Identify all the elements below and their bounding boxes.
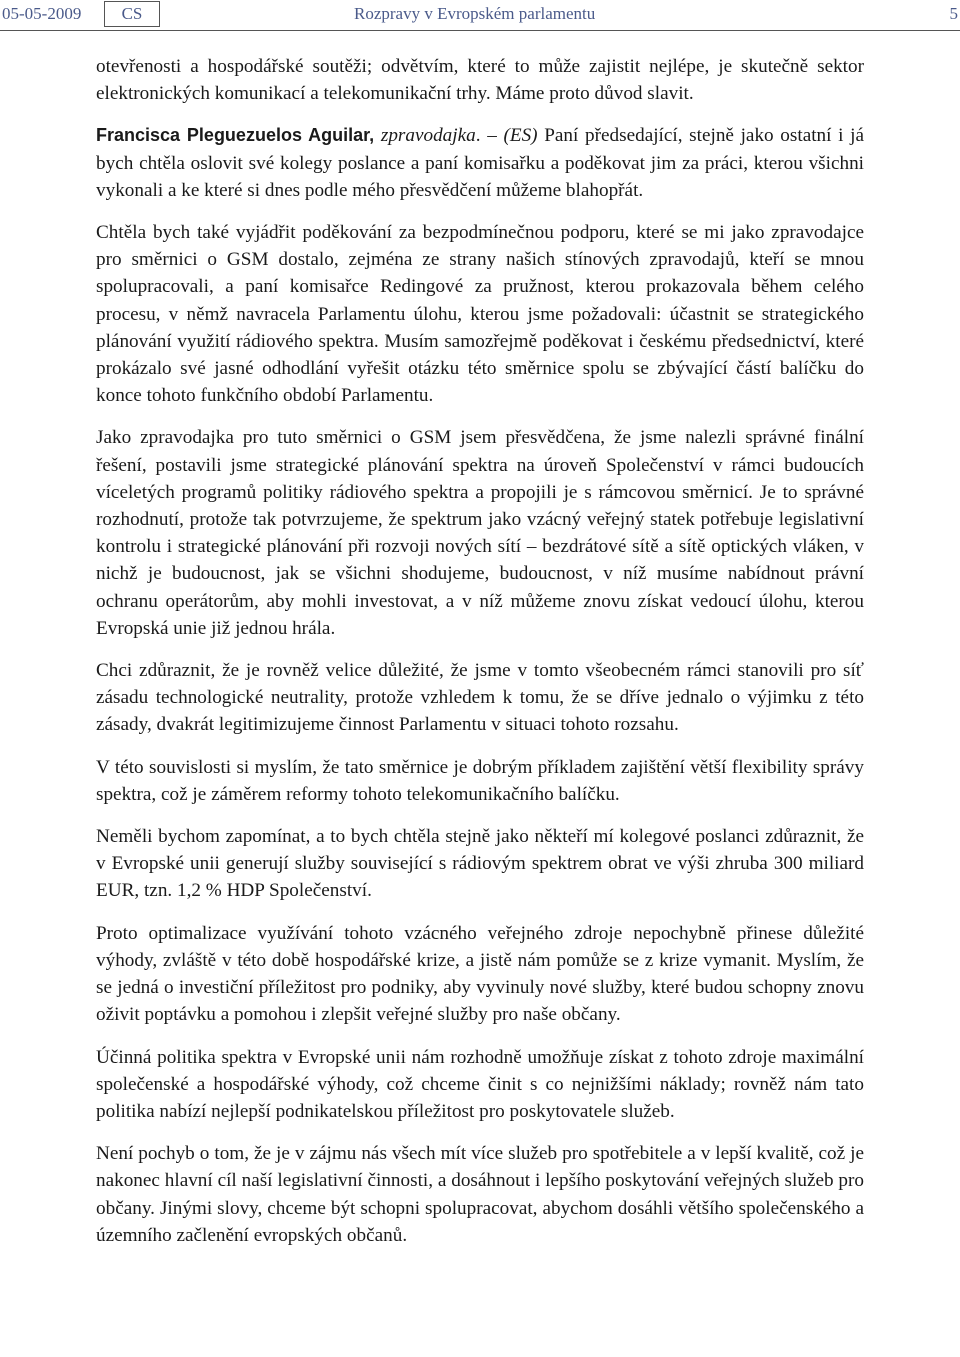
paragraph-0: otevřenosti a hospodářské soutěži; odvětvím, které to může zajistit nejlépe, je skutečně sektor elektronických komunikací a telekomunikační trhy. Máme proto důvod slavit. — [96, 56, 864, 105]
paragraph-5: V této souvislosti si myslím, že tato směrnice je dobrým příkladem zajištění větší flexibility správy spektra, což je záměrem reformy tohoto telekomunikačního balíčku. — [96, 756, 864, 805]
paragraph-2: Chtěla bych také vyjádřit poděkování za bezpodmínečnou podporu, které se mi jako zpravodajce pro směrnici o GSM dostalo, zejména ze strany našich stínových zpravodajů, kteří se mnou spolupracovali, a paní komisařce Redingové za pružnost, kterou prokazovala během celého procesu, v němž navracela Parlamentu úlohu, kterou jsme požadovali: účastnit se strategického plánování využití rádiového spektra. Musím samozřejmě poděkovat i českému předsednictví, které prokázalo své jasné odhodlání vyřešit otázku této směrnice spolu se zbývající částí balíčku do konce tohoto funkčního období Parlamentu. — [96, 222, 864, 407]
header-date: 05-05-2009 — [2, 4, 82, 23]
paragraph-1 — [96, 122, 864, 204]
document-title: Rozpravy v Evropském parlamentu — [354, 4, 596, 23]
paragraph-7: Proto optimalizace využívání tohoto vzácného veřejného zdroje nepochybně přinese důležité výhody, zvláště v této době hospodářské krize, a jistě nám pomůže se z krize vymanit. Myslím, že se jedná o investiční příležitost pro podniky, aby vyvinuly nové služby, které budou schopny znovu oživit poptávku a pomohou i zlepšit veřejné služby pro naše občany. — [96, 922, 864, 1026]
paragraph-8: Účinná politika spektra v Evropské unii nám rozhodně umožňuje získat z tohoto zdroje maximální společenské a hospodářské výhody, což chceme činit s co nejnižšími náklady; rovněž nám tato politika nabízí nejlepší podnikatelskou příležitost pro poskytovatele služeb. — [96, 1046, 864, 1122]
language-badge: CS — [104, 1, 160, 27]
paragraph-1-text: Paní předsedající, stejně jako ostatní i já bych chtěla oslovit své kolegy poslance a paní komisařku a poděkovat jim za práci, kterou všichni vykonali a ke které si dnes podle mého přesvědčení můžeme blahopřát. — [96, 125, 864, 201]
paragraph-3: Jako zpravodajka pro tuto směrnici o GSM jsem přesvědčena, že jsme nalezli správné finální řešení, postavili jsme strategické plánování spektra na úroveň Společenství v rámci budoucích víceletých programů politiky rádiového spektra a propojili je s rámcovou směrnicí. Je to správné rozhodnutí, protože tak potvrzujeme, že spektrum jako vzácný veřejný statek potřebuje legislativní kontrolu i strategické plánování při rozvoji nových sítí – bezdrátové sítě a sítě optických vláken, v nichž je budoucnost, jak se všichni shodujeme, budoucnost, v níž musíme nabídnout právní ochranu operátorům, aby mohli investovat, a v níž můžeme znovu získat vedoucí úlohu, kterou Evropská unie již jednou hrála. — [96, 427, 864, 639]
paragraph-6: Neměli bychom zapomínat, a to bych chtěla stejně jako někteří mí kolegové poslanci zdůraznit, že v Evropské unii generují služby související s rádiovým spektrem obrat ve výši zhruba 300 miliard EUR, tzn. 1,2 % HDP Společenství. — [96, 826, 864, 902]
speaker-name: Francisca Pleguezuelos Aguilar, — [96, 125, 375, 146]
speaker-role: zpravodajka — [380, 125, 476, 147]
paragraph-9: Není pochyb o tom, že je v zájmu nás všech mít více služeb pro spotřebitele a v lepší kvalitě, což je nakonec hlavní cíl naší legislativní činnosti, a dosáhnout i lepšího poskytování veřejných služeb pro občany. Jinými slovy, chceme být schopni spolupracovat, abychom dosáhli většího společenského a územního začlenění evropských občanů. — [96, 1143, 864, 1246]
paragraph-4: Chci zdůraznit, že je rovněž velice důležité, že jsme v tomto všeobecném rámci stanovili pro síť zásadu technologické neutrality, protože vzhledem k tomu, že se dříve jednalo o výjimku z této zásady, dvakrát legitimizujeme činnost Parlamentu v situaci tohoto rozsahu. — [96, 660, 864, 736]
page-number: 5 — [949, 4, 958, 23]
speech-language-tag: (ES) — [503, 125, 538, 147]
page-header — [0, 0, 960, 31]
document-body — [96, 53, 864, 1264]
speech-dash: . – — [475, 125, 497, 147]
